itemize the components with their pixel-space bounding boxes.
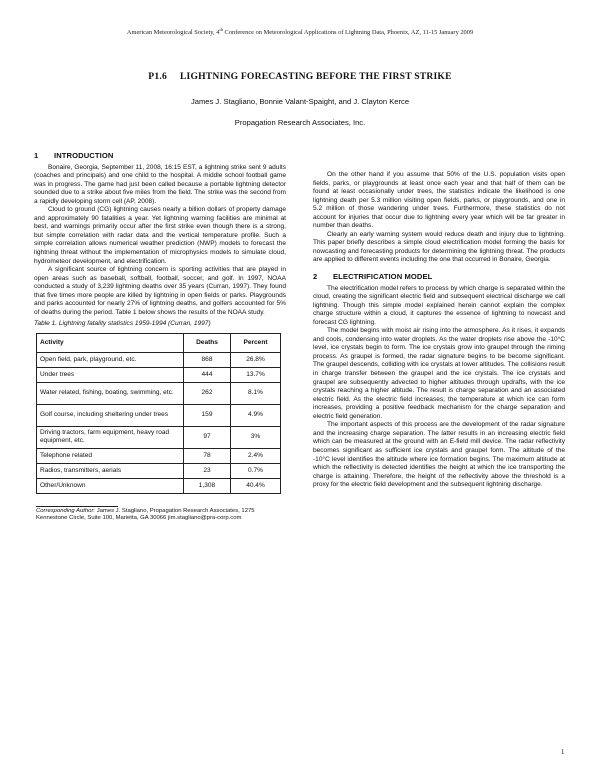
activity-cell: Water related, fishing, boating, swimming, etc.: [37, 382, 184, 404]
deaths-cell: 97: [184, 426, 231, 448]
deaths-cell: 444: [184, 367, 231, 382]
model-paragraph: The electrification model refers to process by which charge is separated within the cloud, creating the significant electric field and subsequent electrical discharge we call lightning. Though this simple model explained herein cannot explain the complex charge structure within a cloud, it captures the essence of lightning to nowcast and forecast CG lightning.: [313, 284, 565, 326]
table-row: [37, 382, 281, 404]
paper-authors: James J. Stagliano, Bonnie Valant-Spaight, and J. Clayton Kerce: [190, 97, 410, 106]
table-row: [37, 404, 281, 426]
fatality-table: [36, 333, 281, 494]
conference-header: [0, 27, 600, 36]
activity-cell: Other/Unknown: [37, 478, 184, 493]
table-row: [37, 426, 281, 448]
deaths-cell: 23: [184, 463, 231, 478]
paper-affiliation: Propagation Research Associates, Inc.: [234, 118, 366, 127]
deaths-cell: 1,308: [184, 478, 231, 493]
footnote-rule: [36, 506, 118, 507]
corresponding-author-footnote: [36, 508, 286, 523]
deaths-cell: 262: [184, 382, 231, 404]
deaths-cell: 78: [184, 448, 231, 463]
activity-cell: Radios, transmitters, aerials: [37, 463, 184, 478]
percent-cell: 4.9%: [231, 404, 281, 426]
conference-prefix: American Meteorological Society, 4: [126, 29, 220, 37]
table-header-activity: Activity: [37, 333, 184, 352]
table-row: [37, 448, 281, 463]
intro-paragraph: A significant source of lightning concern is sporting activities that are played in open areas such as baseball, softball, football, soccer, and golf. In 1997, NOAA conducted a study of 3,239 lightning deaths over 35 years (Curran, 1997). They found that five times more people are killed by lightning in open fields or parks. Playgrounds and parks accounted for nearly 27% of lightning deaths, and golfers accounted for 5% of deaths during the period. Table 1 below shows the results of the NOAA study.: [34, 266, 286, 316]
intro-continued-paragraph: Clearly an early warning system would reduce death and injury due to lightning. This paper briefly describes a simple cloud electrification model forming the basis for nowcasting and forecasting products for determining the lightning threat. The products are applied to different events including the one that occurred in Bonaire, Georgia.: [313, 230, 565, 264]
activity-cell: Driving tractors, farm equipment, heavy road equipment, etc.: [37, 426, 184, 448]
right-column: [313, 171, 565, 490]
left-column: [34, 152, 286, 523]
intro-continued-paragraph: On the other hand if you assume that 50% of the U.S. population visits open fields, parks, or playgrounds at least once each year and that half of them can be found at least occasionally under trees, the statistics indicate the likelihood is one lightning death per 5.3 million visiting open fields, parks, or playgrounds, and one in 5.2 million of those wandering under trees. Furthermore, these statistics do not account for injuries that occur due to lightning every year which will be far greater in number than deaths.: [313, 171, 565, 230]
table-row: [37, 463, 281, 478]
page-number: 1: [561, 749, 565, 756]
paper-title: P1.6 LIGHTNING FORECASTING BEFORE THE FIRST STRIKE: [148, 71, 452, 82]
section-1-number: 1: [34, 151, 39, 160]
percent-cell: 3%: [231, 426, 281, 448]
deaths-cell: 159: [184, 404, 231, 426]
section-2-heading: [313, 273, 565, 282]
activity-cell: Telephone related: [37, 448, 184, 463]
model-paragraph: The important aspects of this process are the development of the radar signature and the increasing charge separation. The latter results in an increasing electric field which can be measured at the ground with an E-field mill device. The radar reflectivity becomes significant as sufficient ice crystals and graupel form. The altitude of the -10°C level identifies the altitude where ice formation begins. The maximum altitude at which the reflectivity is detected identifies the height at which the ice transporting the charge is attaining. Therefore, the height of the reflectivity above the threshold is a proxy for the electric field development and the subsequent lightning discharge.: [313, 421, 565, 489]
model-paragraph: The model begins with moist air rising into the atmosphere. As it rises, it expands and cools, condensing into water droplets. As the water droplets rise above the -10°C level, ice crystals begin to form. The ice crystals grow into graupel through the riming process. As graupel is formed, the radar signature begins to be become significant. The graupel descends, colliding with ice crystals at lower altitudes. The collisions result in charge transfer between the graupel and the ice crystals. The ice crystals and graupel are subsequently advected to higher altitudes through updrafts, with the ice crystals reaching a higher altitude. The result is charge separation and an associated electric field. As the electric field increases, the temperature at which ice can form increases, providing a positive feedback mechanism for the charge separation and electric field generation.: [313, 327, 565, 420]
conference-superscript: th: [219, 27, 223, 32]
activity-cell: Open field, park, playground, etc.: [37, 352, 184, 367]
table-header-deaths: Deaths: [184, 333, 231, 352]
table-row: [37, 352, 281, 367]
percent-cell: 26.8%: [231, 352, 281, 367]
footnote-text: James J. Stagliano, Propagation Research Associates, 1275 Kennestone Circle, Suite 100, Marietta, GA 30066 jim.stagliano@pra-corp.com: [36, 507, 255, 522]
deaths-cell: 868: [184, 352, 231, 367]
activity-cell: Under trees: [37, 367, 184, 382]
activity-cell: Golf course, including sheltering under trees: [37, 404, 184, 426]
table-header-percent: Percent: [231, 333, 281, 352]
intro-paragraph: Bonaire, Georgia, September 11, 2008, 16:15 EST, a lightning strike sent 9 adults (coaches and principals) and one child to the hospital. A middle school football game was in progress. The game had just been called because a portable lightning detector sounded due to a strike about five miles from the field. The strike was the second from a rapidly developing storm cell (AP, 2008).: [34, 163, 286, 205]
table-row: [37, 478, 281, 493]
percent-cell: 8.1%: [231, 382, 281, 404]
percent-cell: 2.4%: [231, 448, 281, 463]
conference-suffix: Conference on Meteorological Applications of Lightning Data, Phoenix, AZ, 11-15 January 2009: [222, 29, 474, 37]
table-header-row: [37, 333, 281, 352]
section-2-title: ELECTRIFICATION MODEL: [333, 272, 433, 282]
intro-paragraph: Cloud to ground (CG) lightning causes nearly a billion dollars of property damage and approximately 90 fatalities a year. Yet lightning warning facilities are minimal at best, and warnings primarily occur after the first strike even though there is a strong, but simple correlation with radar data and the vertical temperature profile. Such a simple correlation allows numerical weather prediction (NWP) models to forecast the lightning threat without the implementation of microphysics models to simulate cloud, hydrometeor development, and electrification.: [34, 206, 286, 265]
percent-cell: 0.7%: [231, 463, 281, 478]
section-1-heading: [34, 152, 286, 161]
table-row: [37, 367, 281, 382]
footnote-label: Corresponding Author:: [36, 507, 96, 514]
section-2-number: 2: [313, 272, 318, 282]
percent-cell: 13.7%: [231, 367, 281, 382]
percent-cell: 40.4%: [231, 478, 281, 493]
table-1-caption: Table 1. Lightning fatality statistics 1959-1994 (Curran, 1997): [34, 320, 211, 328]
section-1-title: INTRODUCTION: [54, 151, 114, 160]
